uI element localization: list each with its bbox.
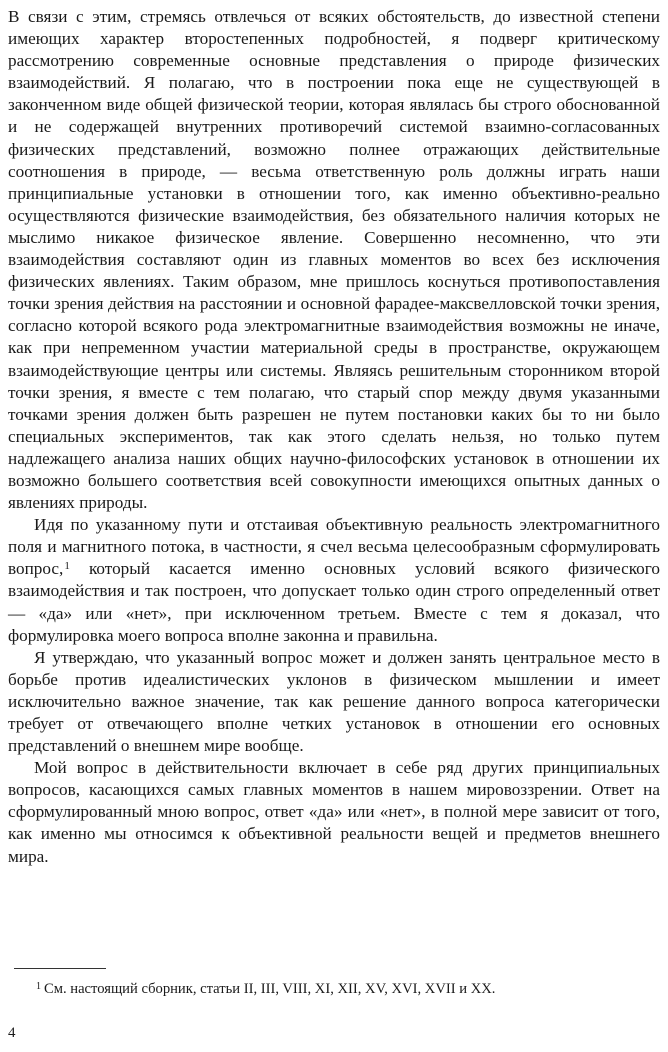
paragraph-4: Мой вопрос в действительности включает в себе ряд других принципиальных вопросов, касающихся самых главных моментов в нашем мировоззрении. Ответ на сформулированный мною вопрос, ответ «да» или «нет», в полной мере зависит от того, как именно мы относимся к объективной реальности вещей и предметов внешнего мира. (8, 758, 660, 866)
footnote (10, 980, 660, 998)
footnote-text: См. настоящий сборник, статьи II, III, VIII, XI, XII, XV, XVI, XVII и XX. (44, 981, 496, 997)
footnote-divider (14, 968, 106, 969)
paragraph-2-text-before: Идя по указанному пути и отстаивая объективную реальность электромагнитного поля и магнитного потока, в частности, я счел весьма целесообразным сформулировать вопрос, (8, 515, 660, 579)
paragraph-2-text-after: который касается именно основных условий всякого физического взаимодействия и так построен, что допускает только один строго определенный ответ — «да» или «нет», при исключенном третьем. Вместе с тем я доказал, что формулировка моего вопроса вполне законна и правильна. (8, 559, 660, 645)
page-number: 4 (8, 1025, 16, 1041)
paragraph-3: Я утверждаю, что указанный вопрос может и должен занять центральное место в борьбе против идеалистических уклонов в физическом мышлении и имеет исключительно важное значение, так как решение данного вопроса категорически требует от отвечающего вполне четких установок в отношении его основных представлений о внешнем мире вообще. (8, 647, 660, 756)
paragraph-2 (8, 514, 660, 647)
footnote-reference[interactable]: 1 (64, 560, 70, 573)
paragraph-1: В связи с этим, стремясь отвлечься от всяких обстоятельств, до известной степени имеющих характер второстепенных подробностей, я подверг критическому рассмотрению современные основные представления о природе физических взаимодействий. Я полагаю, что в построении пока еще не существующей в законченном виде общей физической теории, которая являлась бы строго обоснованной и не содержащей внутренних противоречий системой взаимно-согласованных физических представлений, возможно полнее отражающих действительные соотношения в природе, — весьма ответственную роль должны играть наши принципиальные установки в отношении того, как именно объективно-реально осуществляются физические взаимодействия, без обязательного наличия которых не мыслимо никакое физическое явление. Совершенно несомненно, что эти взаимодействия составляют один из главных моментов во всех без исключения физических явлениях. Таким образом, мне пришлось коснуться противопоставления точки зрения действия на расстоянии и основной фарадее-максвелловской точки зрения, согласно которой всякого рода электромагнитные взаимодействия возможны не иначе, как при непременном участии материальной среды в пространстве, окружающем взаимодействующие центры или системы. Являясь решительным сторонником второй точки зрения, я вместе с тем полагаю, что старый спор между двумя указанными точками зрения должен быть разрешен не путем постановки каких бы то ни было специальных экспериментов, так как этого сделать нельзя, но только путем надлежащего анализа наших общих научно-философских установок в отношении их возможно большего соответствия всей совокупности имеющихся опытных данных о явлениях природы. (8, 7, 660, 513)
footnote-number: 1 (36, 981, 41, 992)
page-body (8, 6, 660, 868)
